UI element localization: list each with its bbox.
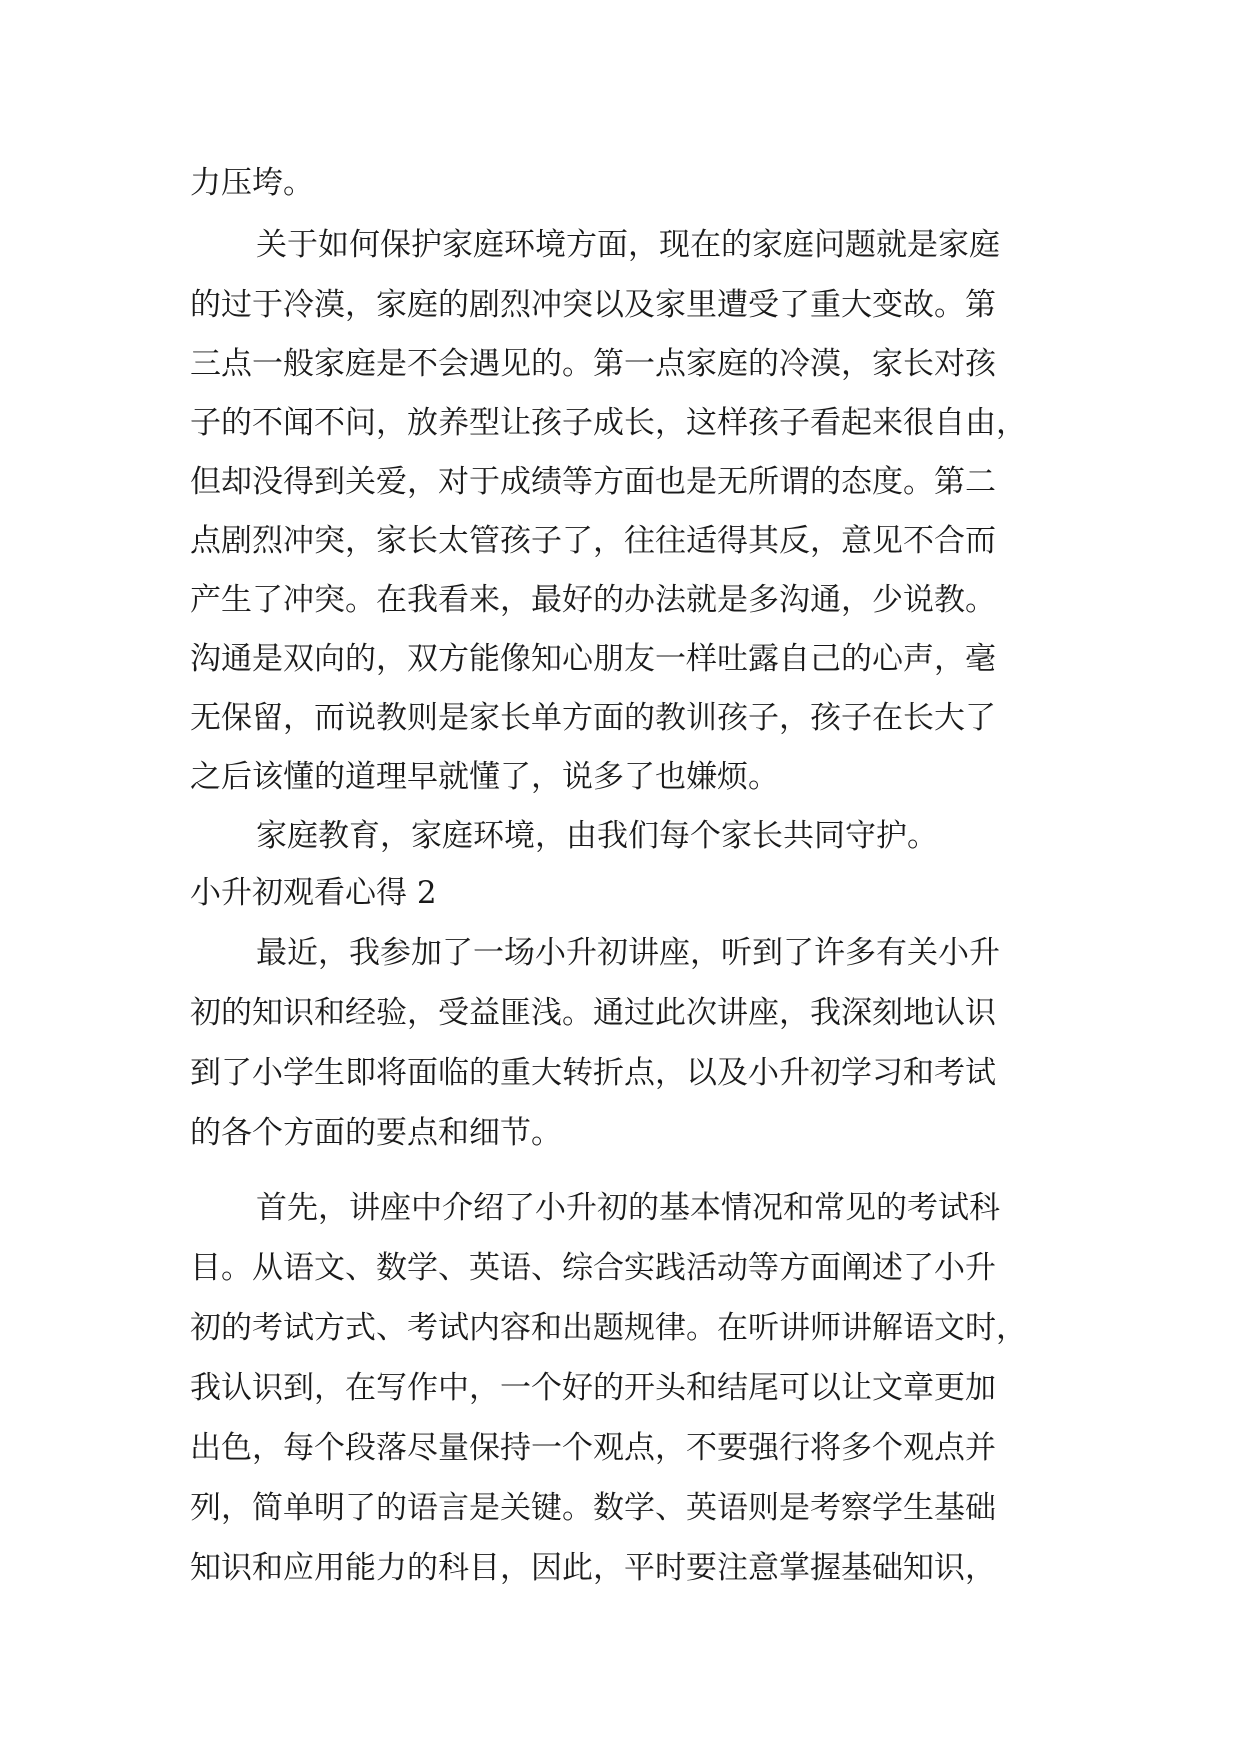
line-text: 到了小学生即将面临的重大转折点，以及小升初学习和考试 (190, 1055, 996, 1091)
text-line (0, 1415, 1241, 1481)
text-line (0, 920, 1241, 986)
text-line (0, 449, 1241, 515)
line-text: 点剧烈冲突，家长太管孩子了，往往适得其反，意见不合而 (190, 523, 996, 559)
heading-text: 小升初观看心得 2 (190, 875, 437, 911)
line-text: 之后该懂的道理早就懂了，说多了也嫌烦。 (190, 759, 779, 795)
line-text: 出色，每个段落尽量保持一个观点，不要强行将多个观点并 (190, 1430, 996, 1466)
line-text: 无保留，而说教则是家长单方面的教训孩子，孩子在长大了 (190, 700, 996, 736)
text-line (0, 212, 1241, 278)
line-text: 知识和应用能力的科目，因此，平时要注意掌握基础知识， (190, 1550, 996, 1586)
line-text: 最近，我参加了一场小升初讲座，听到了许多有关小升 (256, 935, 1000, 971)
line-text: 三点一般家庭是不会遇见的。第一点家庭的冷漠，家长对孩 (190, 346, 996, 382)
text-line (0, 331, 1241, 397)
line-text: 子的不闻不问，放养型让孩子成长，这样孩子看起来很自由， (190, 405, 1027, 441)
line-text: 的过于冷漠，家庭的剧烈冲突以及家里遭受了重大变故。第 (190, 287, 996, 323)
text-line (0, 1235, 1241, 1301)
line-text: 力压垮。 (190, 165, 314, 201)
line-text: 首先，讲座中介绍了小升初的基本情况和常见的考试科 (256, 1190, 1000, 1226)
text-line (0, 744, 1241, 810)
text-line (0, 567, 1241, 633)
text-line (0, 1100, 1241, 1166)
line-text: 关于如何保护家庭环境方面，现在的家庭问题就是家庭 (256, 227, 1000, 263)
text-line (0, 390, 1241, 456)
text-line (0, 1475, 1241, 1541)
text-line (0, 508, 1241, 574)
text-line (0, 626, 1241, 692)
text-line (0, 272, 1241, 338)
text-line (0, 150, 1241, 216)
text-line (0, 1040, 1241, 1106)
line-text: 初的考试方式、考试内容和出题规律。在听讲师讲解语文时， (190, 1310, 1027, 1346)
text-line (0, 1535, 1241, 1601)
text-line (0, 980, 1241, 1046)
text-line (0, 685, 1241, 751)
text-line (0, 1355, 1241, 1421)
line-text: 目。从语文、数学、英语、综合实践活动等方面阐述了小升 (190, 1250, 996, 1286)
line-text: 初的知识和经验，受益匪浅。通过此次讲座，我深刻地认识 (190, 995, 996, 1031)
text-line (0, 1175, 1241, 1241)
line-text: 列，简单明了的语言是关键。数学、英语则是考察学生基础 (190, 1490, 996, 1526)
line-text: 沟通是双向的，双方能像知心朋友一样吐露自己的心声，毫 (190, 641, 996, 677)
line-text: 家庭教育，家庭环境，由我们每个家长共同守护。 (256, 818, 938, 854)
line-text: 产生了冲突。在我看来，最好的办法就是多沟通，少说教。 (190, 582, 996, 618)
section-heading (0, 860, 1241, 926)
line-text: 但却没得到关爱，对于成绩等方面也是无所谓的态度。第二 (190, 464, 996, 500)
line-text: 的各个方面的要点和细节。 (190, 1115, 562, 1151)
text-line (0, 1295, 1241, 1361)
line-text: 我认识到，在写作中，一个好的开头和结尾可以让文章更加 (190, 1370, 996, 1406)
